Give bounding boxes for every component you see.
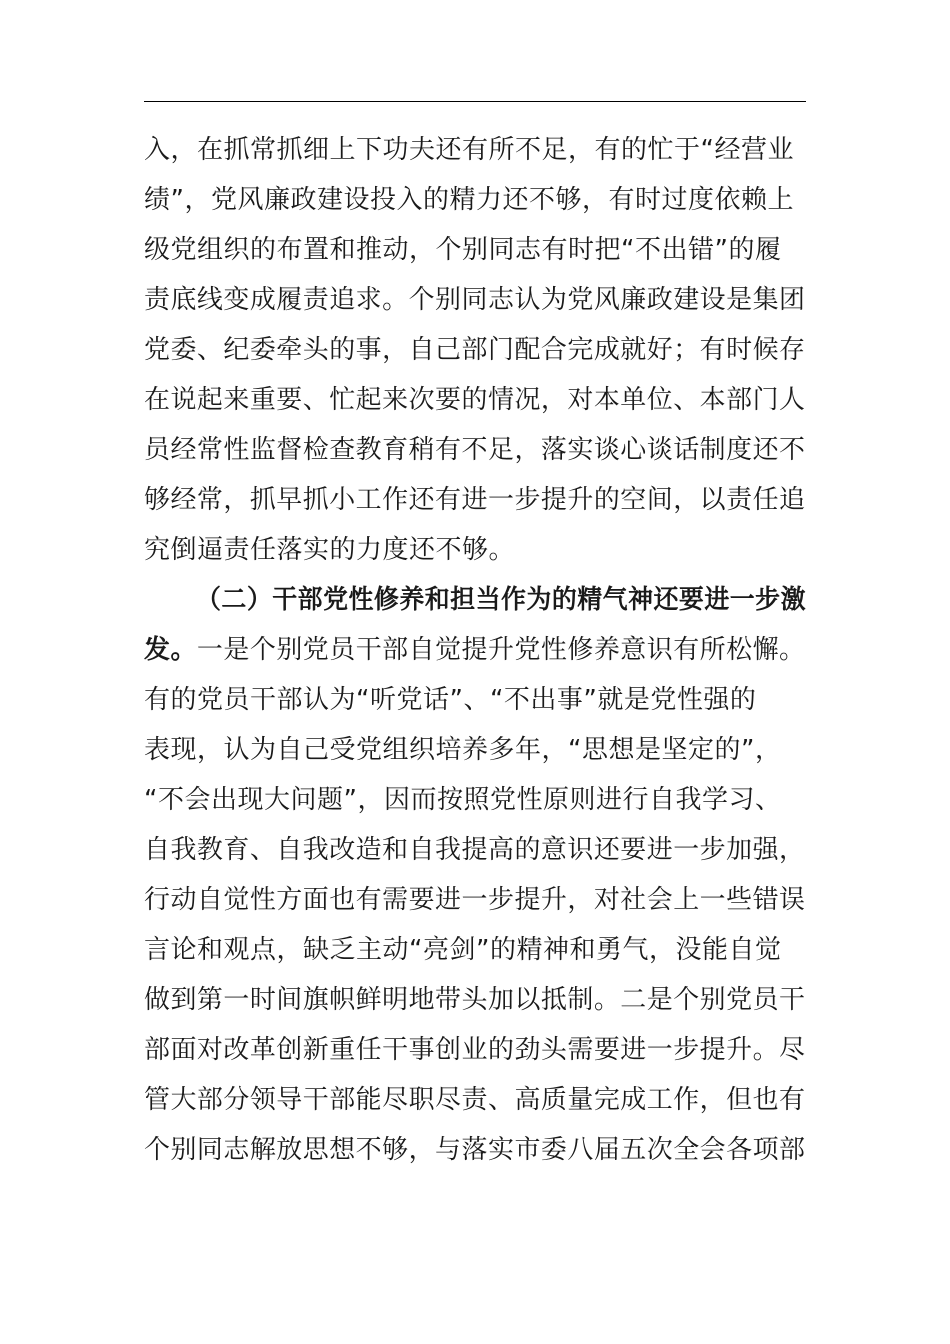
body-line-4: 责底线变成履责追求。个别同志认为党风廉政建设是集团 — [144, 285, 806, 315]
body-line-17: 言论和观点，缺乏主动“亮剑”的精神和勇气，没能自觉 — [144, 935, 782, 965]
body-line-15: 自我教育、自我改造和自我提高的意识还要进一步加强， — [144, 835, 806, 865]
body-line-9: 究倒逼责任落实的力度还不够。 — [144, 535, 516, 565]
body-line-16: 行动自觉性方面也有需要进一步提升，对社会上一些错误 — [144, 885, 806, 915]
body-line-18: 做到第一时间旗帜鲜明地带头加以抵制。二是个别党员干 — [144, 985, 806, 1015]
body-line-11: 一是个别党员干部自觉提升党性修养意识有所松懈。 — [196, 635, 806, 665]
body-line-2: 绩”，党风廉政建设投入的精力还不够，有时过度依赖上 — [144, 185, 794, 215]
body-line-1: 入，在抓常抓细上下功夫还有所不足，有的忙于“经营业 — [144, 135, 794, 165]
section-heading: （二）干部党性修养和担当作为的精气神还要进一步激 — [196, 585, 807, 615]
section-heading-continued-line — [144, 632, 806, 668]
body-line-12: 有的党员干部认为“听党话”、“不出事”就是党性强的 — [144, 685, 757, 715]
body-line-13: 表现，认为自己受党组织培养多年，“思想是坚定的”， — [144, 735, 782, 765]
body-line-5: 党委、纪委牵头的事，自己部门配合完成就好；有时候存 — [144, 335, 806, 365]
header-rule — [144, 101, 806, 102]
body-line-8: 够经常，抓早抓小工作还有进一步提升的空间，以责任追 — [144, 485, 806, 515]
section-heading-continuation: 发。 — [144, 635, 197, 665]
body-line-7: 员经常性监督检查教育稍有不足，落实谈心谈话制度还不 — [144, 435, 806, 465]
body-line-6: 在说起来重要、忙起来次要的情况，对本单位、本部门人 — [144, 385, 806, 415]
body-line-3: 级党组织的布置和推动，个别同志有时把“不出错”的履 — [144, 235, 782, 265]
body-line-21: 个别同志解放思想不够，与落实市委八届五次全会各项部 — [144, 1135, 806, 1165]
body-line-19: 部面对改革创新重任干事创业的劲头需要进一步提升。尽 — [144, 1035, 806, 1065]
body-line-14: “不会出现大问题”，因而按照党性原则进行自我学习、 — [144, 785, 782, 815]
body-line-20: 管大部分领导干部能尽职尽责、高质量完成工作，但也有 — [144, 1085, 806, 1115]
